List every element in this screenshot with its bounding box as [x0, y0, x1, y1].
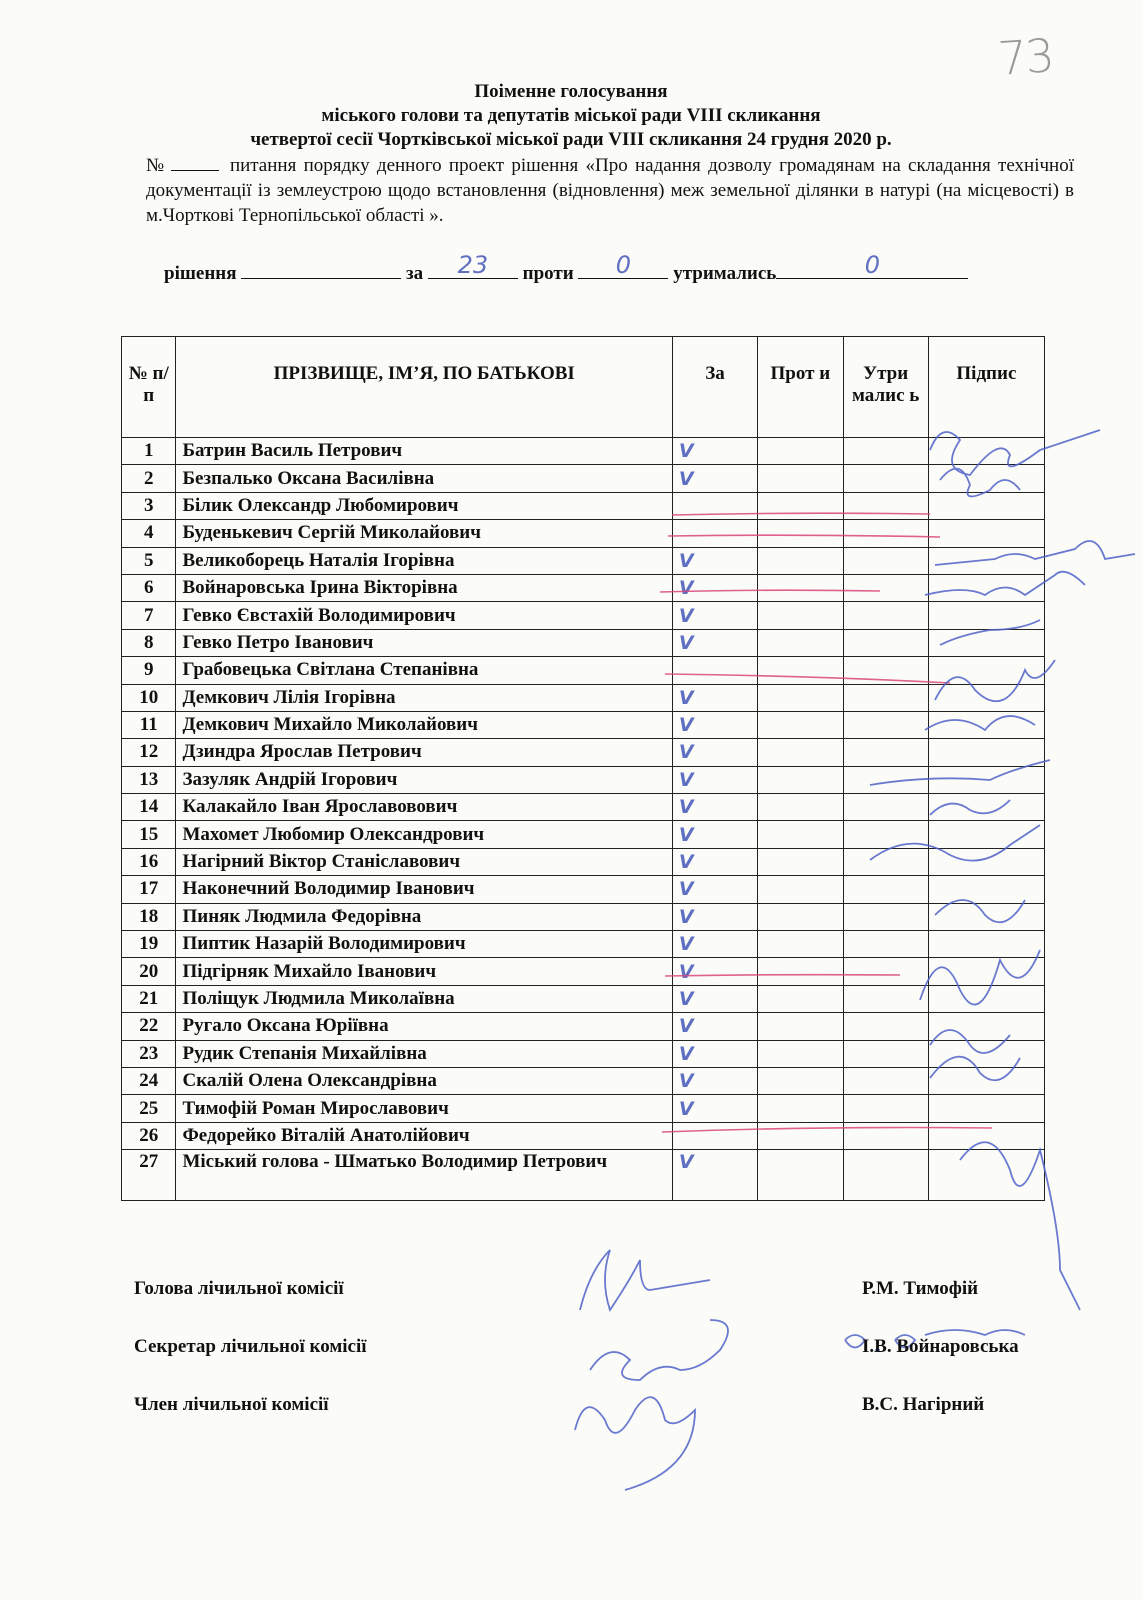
vote-abstain-cell [843, 547, 928, 574]
vote-abstain-cell [843, 985, 928, 1012]
vote-for-mark: V [672, 931, 757, 958]
header-name: ПРІЗВИЩЕ, ІМ’Я, ПО БАТЬКОВІ [176, 337, 672, 438]
vote-against-cell [758, 821, 843, 848]
vote-abstain-cell [843, 520, 928, 547]
vote-against-cell [758, 492, 843, 519]
signature-cell [928, 931, 1044, 958]
signature-cell [928, 602, 1044, 629]
row-number: 23 [122, 1040, 176, 1067]
row-number: 24 [122, 1067, 176, 1094]
signature-cell [928, 903, 1044, 930]
signature-cell [928, 438, 1044, 465]
row-number: 2 [122, 465, 176, 492]
header-subtitle: міського голови та депутатів міської ради VIII скликання [321, 105, 821, 126]
vote-for-mark: V [672, 1013, 757, 1040]
signature-cell [928, 1067, 1044, 1094]
vote-for-mark: V [672, 903, 757, 930]
deputy-name: Рудик Степанія Михайлівна [176, 1040, 672, 1067]
table-row [122, 1122, 1045, 1149]
question-number-blank [171, 154, 219, 171]
signature-cell [928, 1040, 1044, 1067]
deputy-name: Буденькевич Сергій Миколайович [176, 520, 672, 547]
row-number: 14 [122, 794, 176, 821]
for-label: за [406, 263, 424, 284]
table-row [122, 821, 1045, 848]
row-number: 22 [122, 1013, 176, 1040]
header-utry: Утри малис ь [843, 337, 928, 438]
deputy-name: Махомет Любомир Олександрович [176, 821, 672, 848]
table-row [122, 958, 1045, 985]
vote-abstain-cell [843, 1013, 928, 1040]
vote-abstain-cell [843, 711, 928, 738]
row-number: 19 [122, 931, 176, 958]
vote-table-header [122, 337, 1045, 438]
table-row [122, 438, 1045, 465]
abstained-label: утримались [673, 263, 777, 284]
table-row [122, 629, 1045, 656]
deputy-name: Білик Олександр Любомирович [176, 492, 672, 519]
deputy-name: Войнаровська Ірина Вікторівна [176, 574, 672, 601]
member-name: В.С. Нагірний [862, 1394, 985, 1415]
table-row [122, 1013, 1045, 1040]
vote-abstain-cell [843, 1095, 928, 1122]
header-za: За [672, 337, 757, 438]
table-row [122, 739, 1045, 766]
vote-for-mark [672, 1122, 757, 1149]
signature-member [575, 1397, 695, 1490]
deputy-name: Скалій Олена Олександрівна [176, 1067, 672, 1094]
deputy-name: Федорейко Віталій Анатолійович [176, 1122, 672, 1149]
vote-abstain-cell [843, 931, 928, 958]
vote-against-cell [758, 438, 843, 465]
vote-against-cell [758, 520, 843, 547]
table-row [122, 931, 1045, 958]
row-number: 7 [122, 602, 176, 629]
row-number: 16 [122, 848, 176, 875]
deputy-name: Демкович Михайло Миколайович [176, 711, 672, 738]
vote-for-mark: V [672, 711, 757, 738]
vote-abstain-cell [843, 794, 928, 821]
vote-abstain-cell [843, 465, 928, 492]
vote-abstain-cell [843, 766, 928, 793]
vote-against-cell [758, 766, 843, 793]
deputy-name: Пиптик Назарій Володимирович [176, 931, 672, 958]
handwritten-page-number: 73 [996, 28, 1055, 86]
signature-cell [928, 711, 1044, 738]
vote-abstain-cell [843, 903, 928, 930]
vote-table [121, 336, 1045, 1201]
deputy-name: Великоборець Наталія Ігорівна [176, 547, 672, 574]
chair-label: Голова лічильної комісії [134, 1278, 344, 1299]
row-number: 4 [122, 520, 176, 547]
row-number: 11 [122, 711, 176, 738]
vote-abstain-cell [843, 438, 928, 465]
vote-abstain-cell [843, 1067, 928, 1094]
signature-cell [928, 958, 1044, 985]
vote-abstain-cell [843, 739, 928, 766]
table-row [122, 1150, 1045, 1201]
deputy-name: Безпалько Оксана Василівна [176, 465, 672, 492]
signature-cell [928, 1013, 1044, 1040]
signature-cell [928, 492, 1044, 519]
signature-cell [928, 985, 1044, 1012]
deputy-name: Гевко Євстахій Володимирович [176, 602, 672, 629]
vote-for-mark: V [672, 739, 757, 766]
signature-cell [928, 465, 1044, 492]
signature-cell [928, 574, 1044, 601]
vote-against-cell [758, 985, 843, 1012]
vote-for-mark: V [672, 1040, 757, 1067]
row-number: 15 [122, 821, 176, 848]
vote-abstain-cell [843, 1040, 928, 1067]
vote-for-mark: V [672, 465, 757, 492]
vote-for-mark: V [672, 1095, 757, 1122]
vote-abstain-cell [843, 1122, 928, 1149]
table-row [122, 1095, 1045, 1122]
chair-name: Р.М. Тимофій [862, 1278, 979, 1299]
signature-cell [928, 684, 1044, 711]
vote-against-cell [758, 1040, 843, 1067]
vote-against-cell [758, 629, 843, 656]
row-number: 13 [122, 766, 176, 793]
table-row [122, 985, 1045, 1012]
decision-summary [164, 251, 968, 285]
row-number: 21 [122, 985, 176, 1012]
vote-for-mark: V [672, 629, 757, 656]
deputy-name: Наконечний Володимир Іванович [176, 876, 672, 903]
signature-cell [928, 547, 1044, 574]
vote-against-cell [758, 465, 843, 492]
table-row [122, 794, 1045, 821]
decision-blank [241, 260, 401, 279]
secretary-label: Секретар лічильної комісії [134, 1336, 367, 1357]
row-number: 3 [122, 492, 176, 519]
table-row [122, 1040, 1045, 1067]
table-row [122, 711, 1045, 738]
vote-against-cell [758, 876, 843, 903]
row-number: 12 [122, 739, 176, 766]
vote-for-mark: V [672, 438, 757, 465]
vote-against-cell [758, 1122, 843, 1149]
signature-cell [928, 766, 1044, 793]
table-row [122, 1067, 1045, 1094]
abstained-value: 0 [864, 251, 880, 279]
table-row [122, 602, 1045, 629]
vote-against-cell [758, 931, 843, 958]
table-row [122, 657, 1045, 684]
vote-abstain-cell [843, 492, 928, 519]
deputy-name: Пиняк Людмила Федорівна [176, 903, 672, 930]
deputy-name: Гевко Петро Іванович [176, 629, 672, 656]
document-header [0, 80, 1142, 152]
vote-against-cell [758, 1095, 843, 1122]
vote-abstain-cell [843, 574, 928, 601]
signature-cell [928, 821, 1044, 848]
vote-abstain-cell [843, 958, 928, 985]
deputy-name: Грабовецька Світлана Степанівна [176, 657, 672, 684]
vote-for-mark: V [672, 794, 757, 821]
vote-for-mark: V [672, 1067, 757, 1094]
row-number: 27 [122, 1150, 176, 1201]
table-row [122, 492, 1045, 519]
row-number: 17 [122, 876, 176, 903]
signature-cell [928, 520, 1044, 547]
table-row [122, 520, 1045, 547]
table-row [122, 465, 1045, 492]
row-number: 18 [122, 903, 176, 930]
vote-against-cell [758, 958, 843, 985]
vote-for-mark [672, 520, 757, 547]
row-number: 20 [122, 958, 176, 985]
vote-for-mark: V [672, 602, 757, 629]
header-proty: Прот и [758, 337, 843, 438]
vote-abstain-cell [843, 629, 928, 656]
question-text: питання порядку денного проект рішення «Про надання дозволу громадянам на складання технічної документації із землеустрою щодо встановлення (відновлення) меж земельної ділянки в натурі (на місцевості) в м.Чорткові Тернопільської області ». [146, 155, 1074, 226]
vote-against-cell [758, 848, 843, 875]
deputy-name: Міський голова - Шматько Володимир Петрович [176, 1150, 672, 1201]
vote-for-mark: V [672, 958, 757, 985]
deputy-name: Дзиндра Ярослав Петрович [176, 739, 672, 766]
signature-cell [928, 1150, 1044, 1201]
vote-abstain-cell [843, 1150, 928, 1201]
vote-against-cell [758, 1013, 843, 1040]
vote-for-mark: V [672, 574, 757, 601]
header-num: № п/п [122, 337, 176, 438]
row-number: 5 [122, 547, 176, 574]
vote-abstain-cell [843, 821, 928, 848]
deputy-name: Демкович Лілія Ігорівна [176, 684, 672, 711]
row-number: 9 [122, 657, 176, 684]
vote-abstain-cell [843, 684, 928, 711]
vote-for-mark: V [672, 821, 757, 848]
table-row [122, 903, 1045, 930]
vote-against-cell [758, 711, 843, 738]
abstained-field [776, 251, 968, 279]
vote-against-cell [758, 794, 843, 821]
agenda-question [146, 153, 1074, 228]
against-label: проти [522, 263, 574, 284]
signature-cell [928, 629, 1044, 656]
deputy-name: Тимофій Роман Мирославович [176, 1095, 672, 1122]
signature-cell [928, 794, 1044, 821]
vote-for-mark: V [672, 848, 757, 875]
vote-against-cell [758, 657, 843, 684]
vote-against-cell [758, 1067, 843, 1094]
vote-against-cell [758, 547, 843, 574]
deputy-name: Поліщук Людмила Миколаївна [176, 985, 672, 1012]
table-row [122, 684, 1045, 711]
row-number: 1 [122, 438, 176, 465]
vote-for-mark: V [672, 547, 757, 574]
deputy-name: Підгірняк Михайло Іванович [176, 958, 672, 985]
vote-abstain-cell [843, 657, 928, 684]
table-row [122, 766, 1045, 793]
vote-abstain-cell [843, 876, 928, 903]
header-title: Поіменне голосування [474, 81, 668, 102]
signature-cell [928, 657, 1044, 684]
signature-cell [928, 848, 1044, 875]
deputy-name: Нагірний Віктор Станіславович [176, 848, 672, 875]
table-row [122, 547, 1045, 574]
vote-for-mark: V [672, 876, 757, 903]
vote-against-cell [758, 739, 843, 766]
vote-for-mark [672, 492, 757, 519]
row-number: 6 [122, 574, 176, 601]
vote-against-cell [758, 903, 843, 930]
deputy-name: Батрин Василь Петрович [176, 438, 672, 465]
vote-for-mark: V [672, 1150, 757, 1201]
signature-cell [928, 739, 1044, 766]
deputy-name: Ругало Оксана Юріївна [176, 1013, 672, 1040]
vote-for-mark: V [672, 985, 757, 1012]
vote-against-cell [758, 574, 843, 601]
deputy-name: Калакайло Іван Ярославовович [176, 794, 672, 821]
vote-against-cell [758, 602, 843, 629]
row-number: 10 [122, 684, 176, 711]
signature-cell [928, 876, 1044, 903]
header-session: четвертої сесії Чортківської міської ради VIII скликання 24 грудня 2020 р. [250, 129, 892, 150]
table-row [122, 848, 1045, 875]
for-field [428, 251, 518, 279]
question-number-sign: № [146, 155, 167, 176]
vote-for-mark: V [672, 684, 757, 711]
against-field [578, 251, 668, 279]
vote-for-mark: V [672, 766, 757, 793]
signature-cell [928, 1095, 1044, 1122]
signature-chair [580, 1250, 710, 1310]
vote-abstain-cell [843, 848, 928, 875]
against-value: 0 [615, 251, 632, 279]
header-pidpys: Підпис [928, 337, 1044, 438]
vote-for-mark [672, 657, 757, 684]
decision-label: рішення [164, 263, 237, 284]
member-label: Член лічильної комісії [134, 1394, 329, 1415]
table-row [122, 876, 1045, 903]
row-number: 26 [122, 1122, 176, 1149]
vote-against-cell [758, 1150, 843, 1201]
secretary-name: І.В. Войнаровська [862, 1336, 1019, 1357]
row-number: 8 [122, 629, 176, 656]
vote-abstain-cell [843, 602, 928, 629]
deputy-name: Зазуляк Андрій Ігорович [176, 766, 672, 793]
row-number: 25 [122, 1095, 176, 1122]
signature-cell [928, 1122, 1044, 1149]
table-row [122, 574, 1045, 601]
for-value: 23 [457, 251, 489, 279]
vote-against-cell [758, 684, 843, 711]
signature-secretary [590, 1320, 728, 1380]
